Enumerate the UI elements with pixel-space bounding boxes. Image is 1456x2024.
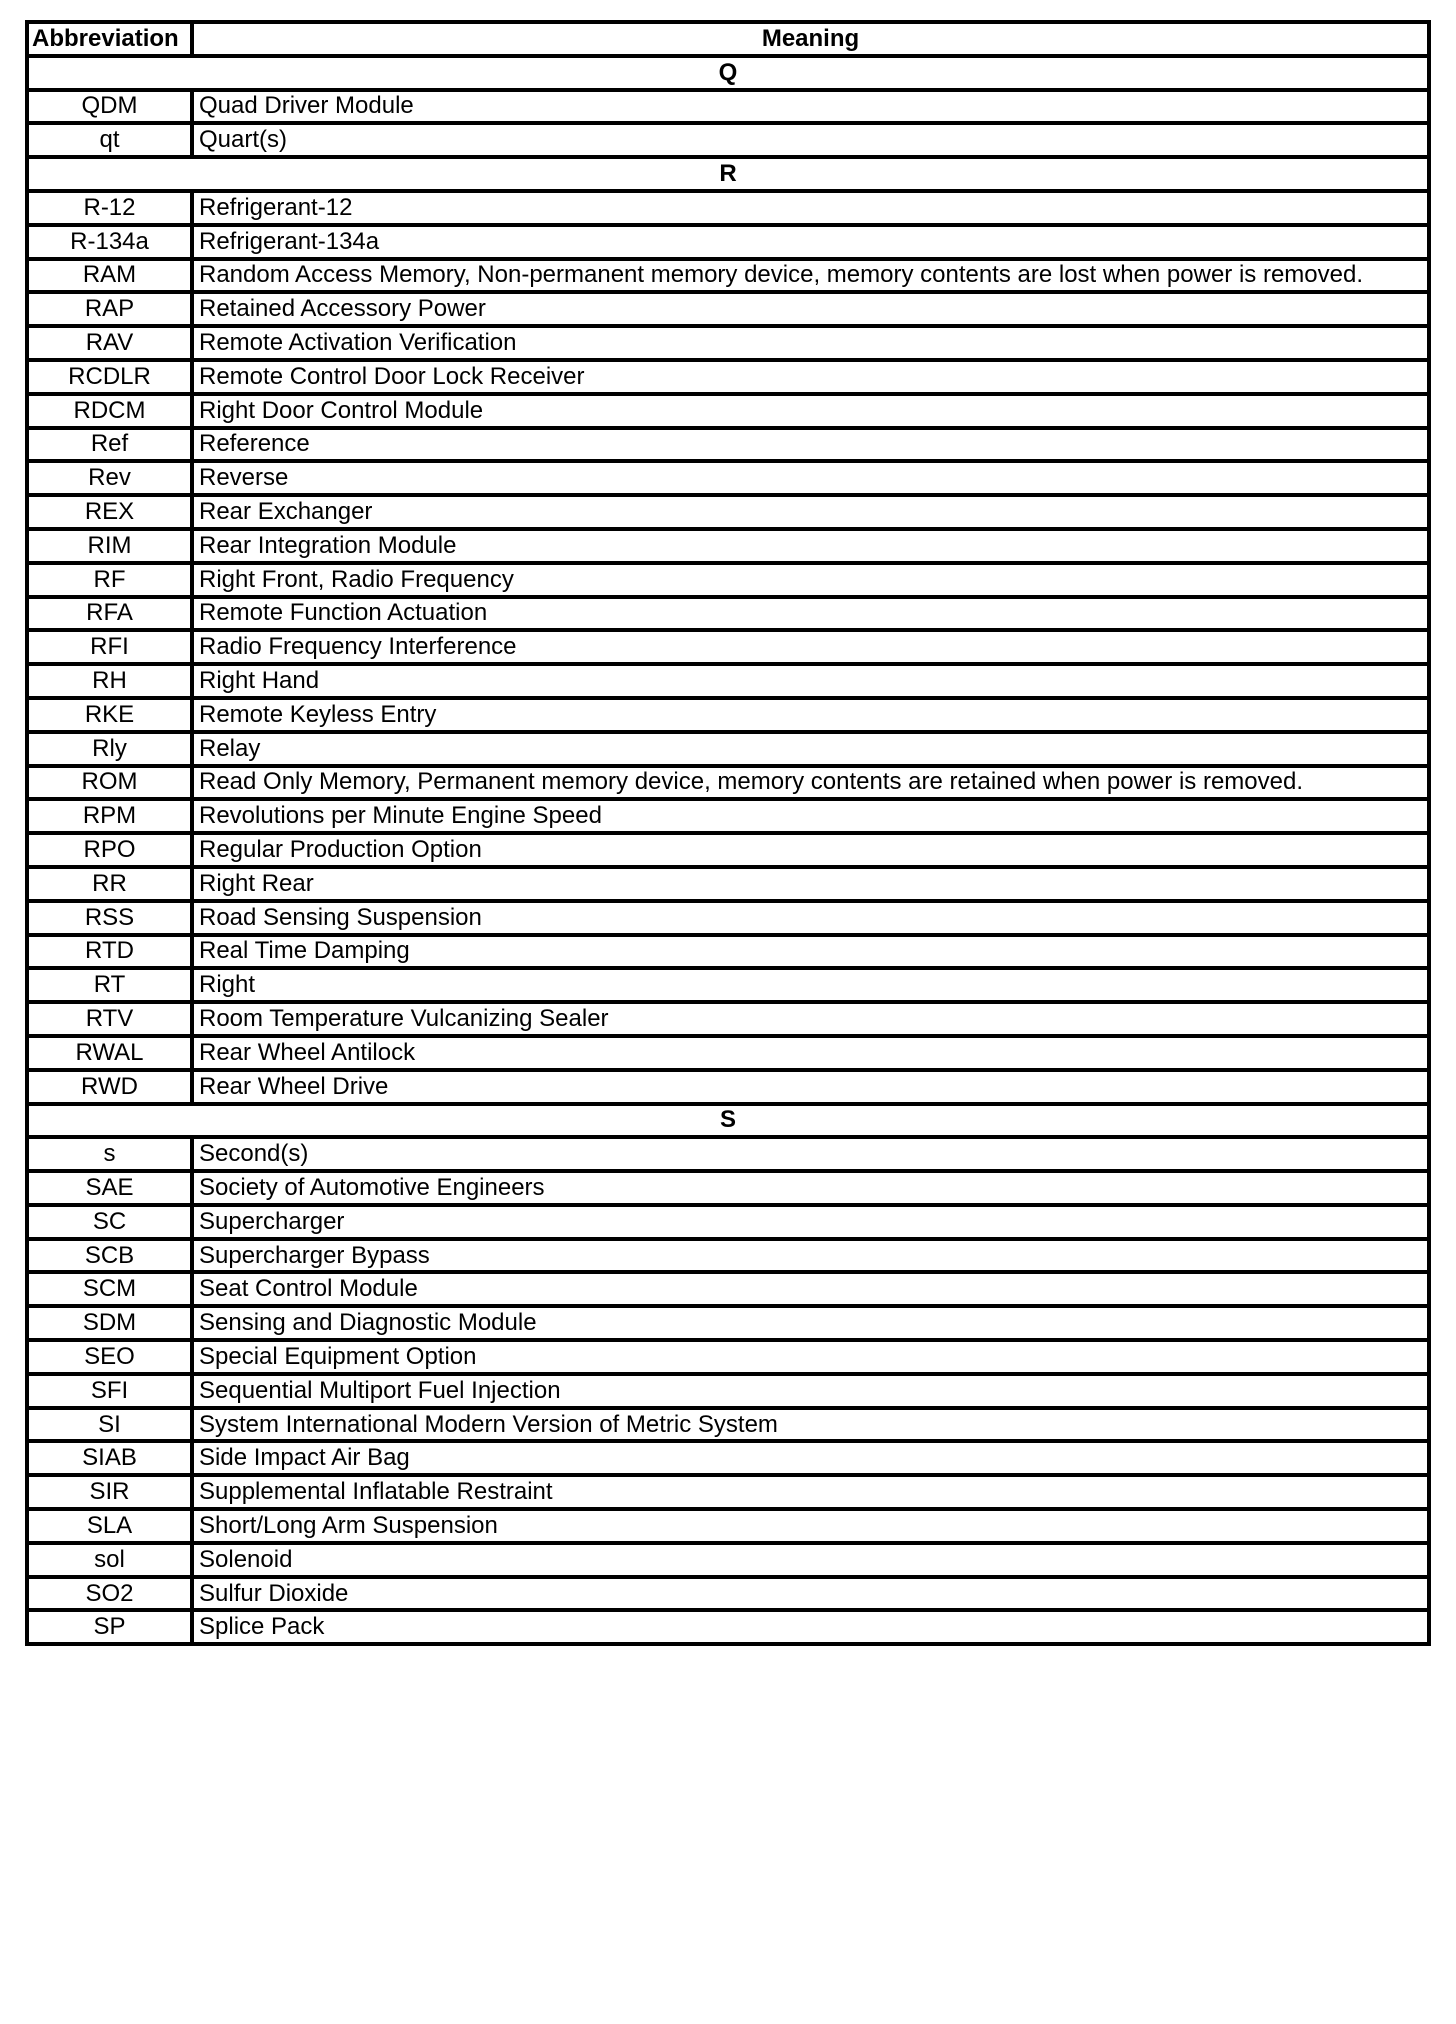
abbreviation-cell: SLA [27,1509,192,1543]
table-row [27,1002,1429,1036]
abbreviation-cell: SIAB [27,1441,192,1475]
meaning-cell: Short/Long Arm Suspension [192,1509,1429,1543]
abbreviation-cell: SI [27,1408,192,1442]
header-meaning: Meaning [192,22,1429,56]
table-row [27,732,1429,766]
table-row [27,1272,1429,1306]
meaning-cell: Right Door Control Module [192,394,1429,428]
table-row [27,191,1429,225]
meaning-cell: Right Front, Radio Frequency [192,563,1429,597]
table-row [27,1340,1429,1374]
table-row [27,1509,1429,1543]
table-row [27,326,1429,360]
meaning-cell: Rear Wheel Antilock [192,1036,1429,1070]
table-row [27,428,1429,462]
abbreviation-cell: RAM [27,259,192,293]
table-row [27,799,1429,833]
abbreviation-cell: R-134a [27,225,192,259]
meaning-cell: Rear Integration Module [192,529,1429,563]
abbreviation-cell: RIM [27,529,192,563]
abbreviation-cell: SEO [27,1340,192,1374]
table-body [27,22,1429,1644]
abbreviation-cell: Rev [27,461,192,495]
abbreviation-cell: SFI [27,1374,192,1408]
meaning-cell: Refrigerant-12 [192,191,1429,225]
abbreviation-cell: RPO [27,833,192,867]
meaning-cell: Rear Exchanger [192,495,1429,529]
meaning-cell: Read Only Memory, Permanent memory device, memory contents are retained when power is removed. [192,766,1429,800]
section-row [27,56,1429,90]
meaning-cell: Reference [192,428,1429,462]
abbreviation-cell: SCB [27,1239,192,1273]
abbreviation-table [25,20,1431,1646]
meaning-cell: Revolutions per Minute Engine Speed [192,799,1429,833]
meaning-cell: Supercharger Bypass [192,1239,1429,1273]
table-row [27,867,1429,901]
abbreviation-cell: RTV [27,1002,192,1036]
abbreviation-cell: RF [27,563,192,597]
table-row [27,901,1429,935]
table-row [27,1306,1429,1340]
table-row [27,935,1429,969]
meaning-cell: Special Equipment Option [192,1340,1429,1374]
abbreviation-cell: REX [27,495,192,529]
abbreviation-cell: SAE [27,1171,192,1205]
meaning-cell: Random Access Memory, Non-permanent memory device, memory contents are lost when power is removed. [192,259,1429,293]
table-row [27,394,1429,428]
table-row [27,1577,1429,1611]
meaning-cell: Society of Automotive Engineers [192,1171,1429,1205]
table-row [27,597,1429,631]
abbreviation-cell: SIR [27,1475,192,1509]
section-row [27,157,1429,191]
meaning-cell: Relay [192,732,1429,766]
table-row [27,225,1429,259]
meaning-cell: Regular Production Option [192,833,1429,867]
abbreviation-cell: RFI [27,630,192,664]
meaning-cell: Sequential Multiport Fuel Injection [192,1374,1429,1408]
abbreviation-cell: ROM [27,766,192,800]
abbreviation-cell: SO2 [27,1577,192,1611]
meaning-cell: Room Temperature Vulcanizing Sealer [192,1002,1429,1036]
meaning-cell: Refrigerant-134a [192,225,1429,259]
meaning-cell: Seat Control Module [192,1272,1429,1306]
meaning-cell: Remote Keyless Entry [192,698,1429,732]
abbreviation-cell: QDM [27,90,192,124]
table-row [27,563,1429,597]
table-row [27,1374,1429,1408]
table-row [27,292,1429,326]
table-row [27,1610,1429,1644]
meaning-cell: Quart(s) [192,123,1429,157]
meaning-cell: Supercharger [192,1205,1429,1239]
abbreviation-cell: Rly [27,732,192,766]
abbreviation-cell: RKE [27,698,192,732]
meaning-cell: Second(s) [192,1137,1429,1171]
section-heading: R [27,157,1429,191]
meaning-cell: Real Time Damping [192,935,1429,969]
meaning-cell: Rear Wheel Drive [192,1070,1429,1104]
meaning-cell: Reverse [192,461,1429,495]
table-row [27,1205,1429,1239]
table-row [27,1171,1429,1205]
meaning-cell: Splice Pack [192,1610,1429,1644]
abbreviation-cell: RFA [27,597,192,631]
abbreviation-cell: s [27,1137,192,1171]
abbreviation-cell: RAP [27,292,192,326]
table-row [27,664,1429,698]
table-row [27,90,1429,124]
abbreviation-cell: qt [27,123,192,157]
table-row [27,259,1429,293]
abbreviation-cell: SC [27,1205,192,1239]
meaning-cell: Road Sensing Suspension [192,901,1429,935]
table-row [27,1543,1429,1577]
table-row [27,1239,1429,1273]
abbreviation-cell: SP [27,1610,192,1644]
abbreviation-cell: Ref [27,428,192,462]
table-row [27,1408,1429,1442]
table-row [27,495,1429,529]
abbreviation-cell: RPM [27,799,192,833]
abbreviation-cell: R-12 [27,191,192,225]
meaning-cell: Side Impact Air Bag [192,1441,1429,1475]
meaning-cell: System International Modern Version of Metric System [192,1408,1429,1442]
meaning-cell: Remote Activation Verification [192,326,1429,360]
abbreviation-cell: RR [27,867,192,901]
abbreviation-cell: RTD [27,935,192,969]
section-heading: S [27,1104,1429,1138]
table-row [27,1475,1429,1509]
section-row [27,1104,1429,1138]
header-row [27,22,1429,56]
table-row [27,360,1429,394]
meaning-cell: Right Hand [192,664,1429,698]
table-row [27,833,1429,867]
table-row [27,1036,1429,1070]
abbreviation-cell: RDCM [27,394,192,428]
meaning-cell: Sensing and Diagnostic Module [192,1306,1429,1340]
table-row [27,529,1429,563]
section-heading: Q [27,56,1429,90]
meaning-cell: Solenoid [192,1543,1429,1577]
abbreviation-cell: RSS [27,901,192,935]
table-row [27,968,1429,1002]
header-abbreviation: Abbreviation [27,22,192,56]
abbreviation-cell: RT [27,968,192,1002]
table-row [27,1070,1429,1104]
meaning-cell: Supplemental Inflatable Restraint [192,1475,1429,1509]
table-row [27,461,1429,495]
table-row [27,1137,1429,1171]
abbreviation-cell: SCM [27,1272,192,1306]
table-row [27,766,1429,800]
abbreviation-cell: sol [27,1543,192,1577]
meaning-cell: Radio Frequency Interference [192,630,1429,664]
table-row [27,698,1429,732]
meaning-cell: Remote Control Door Lock Receiver [192,360,1429,394]
meaning-cell: Right [192,968,1429,1002]
meaning-cell: Sulfur Dioxide [192,1577,1429,1611]
abbreviation-cell: SDM [27,1306,192,1340]
meaning-cell: Right Rear [192,867,1429,901]
meaning-cell: Remote Function Actuation [192,597,1429,631]
table-row [27,1441,1429,1475]
table-row [27,630,1429,664]
table-row [27,123,1429,157]
abbreviation-cell: RCDLR [27,360,192,394]
meaning-cell: Retained Accessory Power [192,292,1429,326]
abbreviation-cell: RWAL [27,1036,192,1070]
abbreviation-cell: RAV [27,326,192,360]
meaning-cell: Quad Driver Module [192,90,1429,124]
abbreviation-cell: RWD [27,1070,192,1104]
abbreviation-cell: RH [27,664,192,698]
